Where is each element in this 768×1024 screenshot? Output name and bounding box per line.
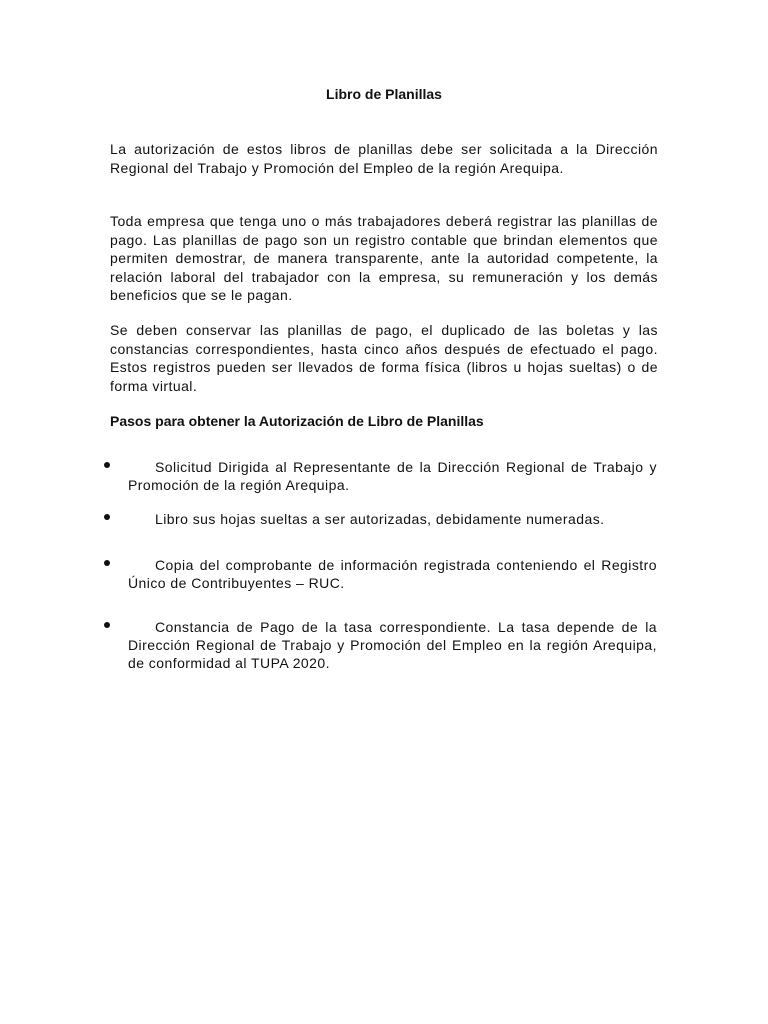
bullet-icon: [104, 622, 110, 628]
paragraph-conservation: Se deben conservar las planillas de pago, el duplicado de las boletas y las constancias correspondientes, hasta cinco años después de efectuado el pago. Estos registros pueden ser llevados de forma física (libros u hojas sueltas) o de forma virtual.: [110, 322, 658, 394]
bullet-icon: [104, 560, 110, 566]
bullet-icon: [104, 462, 110, 468]
bullet-icon: [104, 514, 110, 520]
step-text: Solicitud Dirigida al Representante de la Dirección Regional de Trabajo y Promoción de la región Arequipa.: [128, 459, 657, 493]
step-text: Libro sus hojas sueltas a ser autorizadas, debidamente numeradas.: [155, 511, 605, 527]
paragraph-registration: Toda empresa que tenga uno o más trabajadores deberá registrar las planillas de pago. Las planillas de pago son un registro contable que brindan elementos que permiten demostrar, de manera transparente, ante la autoridad competente, la relación laboral del trabajador con la empresa, su remuneración y los demás beneficios que se le pagan.: [110, 213, 658, 303]
paragraph-authorization: La autorización de estos libros de planillas debe ser solicitada a la Dirección Regional del Trabajo y Promoción del Empleo de la región Arequipa.: [110, 141, 658, 176]
steps-heading: Pasos para obtener la Autorización de Libro de Planillas: [110, 413, 484, 429]
step-text: Constancia de Pago de la tasa correspondiente. La tasa depende de la Dirección Regional de Trabajo y Promoción del Empleo en la región Arequipa, de conformidad al TUPA 2020.: [128, 619, 657, 671]
step-text: Copia del comprobante de información registrada conteniendo el Registro Único de Contribuyentes – RUC.: [128, 557, 657, 591]
document-title: Libro de Planillas: [326, 86, 442, 102]
